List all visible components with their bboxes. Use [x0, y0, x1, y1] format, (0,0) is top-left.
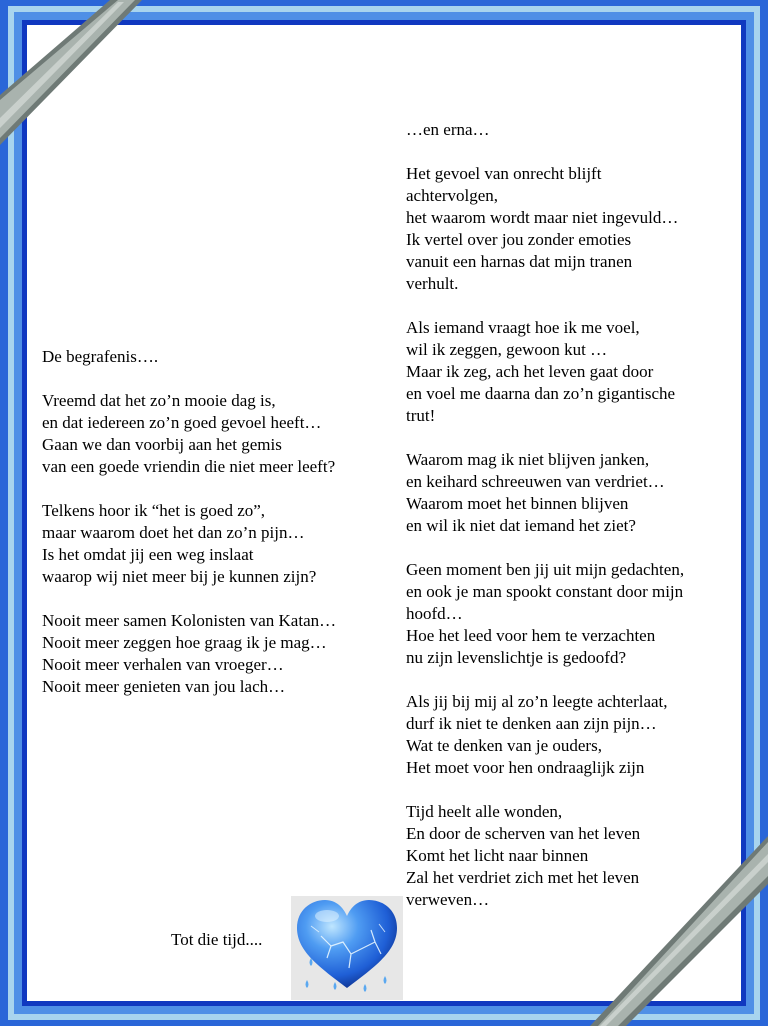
right-poem-stanza: Waarom mag ik niet blijven janken, en keihard schreeuwen van verdriet… Waarom moet het binnen blijven en wil ik niet dat iemand het ziet?	[406, 450, 665, 535]
right-poem-stanza: Geen moment ben jij uit mijn gedachten, en ook je man spookt constant door mijn hoofd… Hoe het leed voor hem te verzachten nu zijn levenslichtje is gedoofd?	[406, 560, 685, 667]
right-poem-stanza: Tijd heelt alle wonden, En door de scherven van het leven Komt het licht naar binnen Zal het verdriet zich met het leven verweven…	[406, 802, 641, 909]
left-poem-stanza: Vreemd dat het zo’n mooie dag is, en dat iedereen zo’n goed gevoel heeft… Gaan we dan voorbij aan het gemis van een goede vriendin die niet meer leeft?	[42, 391, 336, 476]
left-poem	[42, 346, 336, 698]
left-poem-title: De begrafenis….	[42, 347, 159, 366]
right-poem	[406, 119, 684, 911]
left-poem-stanza: Telkens hoor ik “het is goed zo”, maar waarom doet het dan zo’n pijn… Is het omdat jij een weg inslaat waarop wij niet meer bij je kunnen zijn?	[42, 501, 317, 586]
closing-line: Tot die tijd....	[171, 930, 263, 949]
right-poem-stanza: Als iemand vraagt hoe ik me voel, wil ik zeggen, gewoon kut … Maar ik zeg, ach het leven gaat door en voel me daarna dan zo’n gigantische trut!	[406, 318, 676, 425]
blue-heart-icon	[291, 896, 403, 1000]
right-poem-stanza: Als jij bij mij al zo’n leegte achterlaat, durf ik niet te denken aan zijn pijn… Wat te denken van je ouders, Het moet voor hen ondraaglijk zijn	[406, 692, 668, 777]
corner-ribbon-top-left	[0, 0, 170, 150]
left-poem-stanza: Nooit meer samen Kolonisten van Katan… Nooit meer zeggen hoe graag ik je mag… Nooit meer verhalen van vroeger… Nooit meer genieten van jou lach…	[42, 611, 337, 696]
right-poem-title: …en erna…	[406, 120, 490, 139]
heart-image	[291, 896, 403, 1000]
right-poem-stanza: Het gevoel van onrecht blijft achtervolgen, het waarom wordt maar niet ingevuld… Ik vertel over jou zonder emoties vanuit een harnas dat mijn tranen verhult.	[406, 164, 679, 293]
